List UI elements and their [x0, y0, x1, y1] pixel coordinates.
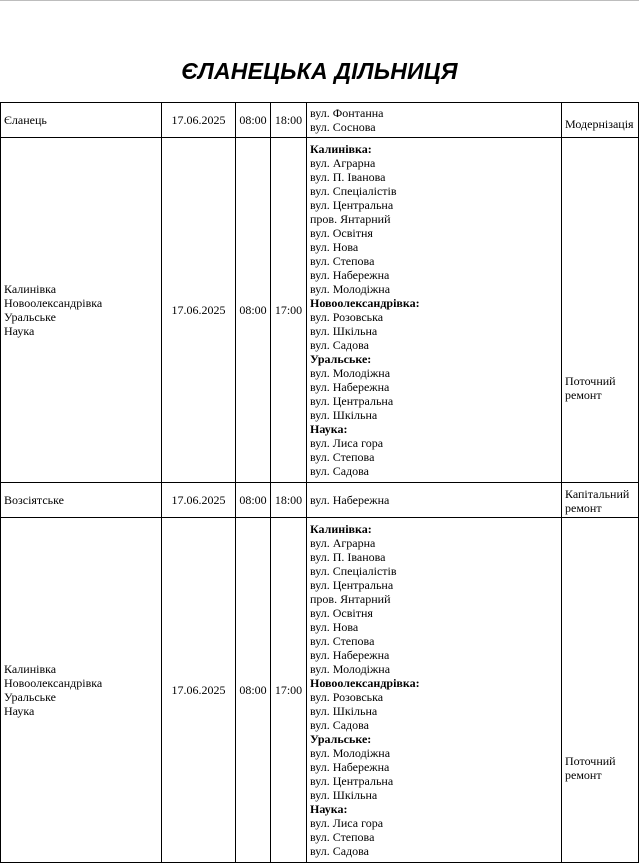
street-name: вул. Центральна [310, 774, 394, 788]
settlement-heading: Новоолександрівка: [310, 296, 420, 310]
work-type-cell [562, 518, 639, 863]
street-name: вул. Нова [310, 620, 359, 634]
locality-cell [1, 483, 162, 518]
locality-name: Наука [4, 704, 35, 718]
street-name: вул. Набережна [310, 380, 390, 394]
street-name: вул. Молодіжна [310, 746, 391, 760]
street-name: вул. Розовська [310, 310, 384, 324]
street-name: вул. Освітня [310, 606, 373, 620]
locality-name: Єланець [4, 113, 47, 127]
street-name: вул. Центральна [310, 578, 394, 592]
street-name: вул. Аграрна [310, 156, 376, 170]
end-time-cell: 17:00 [271, 138, 307, 483]
street-name: вул. Розовська [310, 690, 384, 704]
locality-name: Калинівка [4, 662, 57, 676]
start-time-cell: 08:00 [236, 138, 271, 483]
street-name: вул. Центральна [310, 198, 394, 212]
street-name: вул. Лиса гора [310, 436, 384, 450]
street-name: вул. Молодіжна [310, 282, 391, 296]
street-name: пров. Янтарний [310, 212, 391, 226]
street-name: вул. Садова [310, 338, 369, 352]
streets-cell [307, 138, 562, 483]
table-row [1, 138, 639, 483]
start-time-cell: 08:00 [236, 518, 271, 863]
street-name: вул. Садова [310, 464, 369, 478]
street-name: вул. Фонтанна [310, 106, 384, 120]
date-cell: 17.06.2025 [162, 518, 236, 863]
table-row [1, 103, 639, 138]
street-name: вул. Лиса гора [310, 816, 384, 830]
street-name: вул. Набережна [310, 493, 390, 507]
settlement-heading: Наука: [310, 422, 348, 436]
start-time-cell: 08:00 [236, 103, 271, 138]
work-type-text: Капітальний [565, 486, 630, 501]
work-type-text: Поточний [565, 753, 616, 768]
street-name: вул. Шкільна [310, 324, 378, 338]
street-name: вул. П. Іванова [310, 550, 386, 564]
page-title: ЄЛАНЕЦЬКА ДІЛЬНИЦЯ [181, 58, 458, 84]
work-type-cell [562, 138, 639, 483]
street-name: вул. Спеціалістів [310, 184, 397, 198]
date-cell: 17.06.2025 [162, 138, 236, 483]
street-name: вул. Нова [310, 240, 359, 254]
top-divider [0, 0, 639, 1]
settlement-heading: Калинівка: [310, 522, 372, 536]
settlement-heading: Новоолександрівка: [310, 676, 420, 690]
date-cell: 17.06.2025 [162, 103, 236, 138]
street-name: вул. Степова [310, 450, 375, 464]
locality-name: Наука [4, 324, 35, 338]
settlement-heading: Наука: [310, 802, 348, 816]
end-time-cell: 18:00 [271, 483, 307, 518]
end-time-cell: 18:00 [271, 103, 307, 138]
street-name: вул. Садова [310, 844, 369, 858]
street-name: вул. Набережна [310, 648, 390, 662]
work-type-text: Модернізація [565, 117, 634, 131]
table-row [1, 483, 639, 518]
street-name: вул. Шкільна [310, 788, 378, 802]
work-type-text: ремонт [565, 767, 602, 782]
locality-name: Уральське [4, 310, 56, 324]
work-type-text: ремонт [565, 387, 602, 402]
locality-name: Новоолександрівка [4, 676, 103, 690]
streets-cell [307, 518, 562, 863]
work-type-cell [562, 483, 639, 518]
street-name: вул. Степова [310, 830, 375, 844]
end-time-cell: 17:00 [271, 518, 307, 863]
locality-name: Калинівка [4, 282, 57, 296]
settlement-heading: Калинівка: [310, 142, 372, 156]
street-name: вул. Аграрна [310, 536, 376, 550]
locality-name: Новоолександрівка [4, 296, 103, 310]
street-name: вул. Степова [310, 634, 375, 648]
table-row [1, 518, 639, 863]
settlement-heading: Уральське: [310, 352, 372, 366]
street-name: вул. П. Іванова [310, 170, 386, 184]
street-name: вул. Спеціалістів [310, 564, 397, 578]
work-type-text: ремонт [565, 500, 602, 515]
start-time-cell: 08:00 [236, 483, 271, 518]
street-name: вул. Молодіжна [310, 662, 391, 676]
work-type-cell [562, 103, 639, 138]
work-type-text: Поточний [565, 373, 616, 388]
streets-cell [307, 103, 562, 138]
street-name: вул. Набережна [310, 760, 390, 774]
street-name: вул. Молодіжна [310, 366, 391, 380]
street-name: вул. Степова [310, 254, 375, 268]
locality-name: Возсіятське [4, 493, 64, 507]
street-name: вул. Соснова [310, 120, 376, 134]
street-name: вул. Шкільна [310, 408, 378, 422]
street-name: вул. Садова [310, 718, 369, 732]
settlement-heading: Уральське: [310, 732, 372, 746]
street-name: вул. Шкільна [310, 704, 378, 718]
outage-schedule-table [0, 102, 639, 863]
date-cell: 17.06.2025 [162, 483, 236, 518]
street-name: вул. Освітня [310, 226, 373, 240]
locality-name: Уральське [4, 690, 56, 704]
locality-cell [1, 103, 162, 138]
streets-cell [307, 483, 562, 518]
street-name: вул. Центральна [310, 394, 394, 408]
street-name: вул. Набережна [310, 268, 390, 282]
locality-cell [1, 138, 162, 483]
locality-cell [1, 518, 162, 863]
street-name: пров. Янтарний [310, 592, 391, 606]
